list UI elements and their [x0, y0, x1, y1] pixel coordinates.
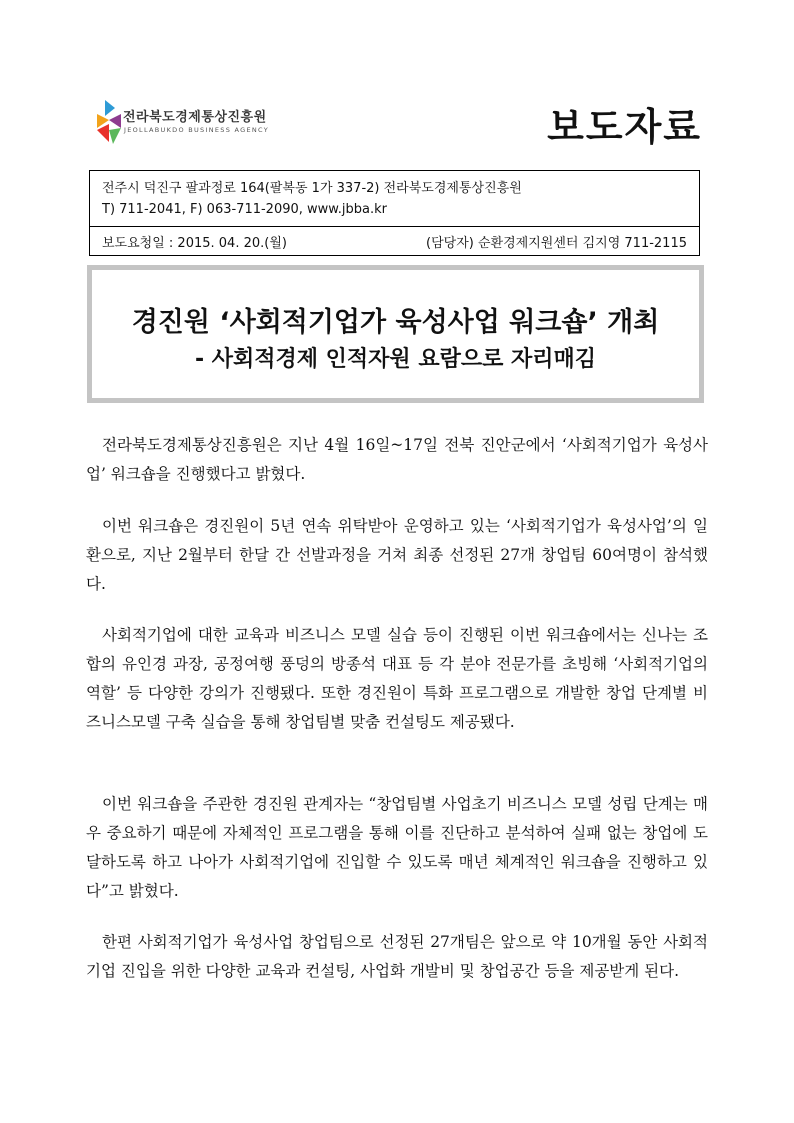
document-type-title: 보도자료	[547, 105, 702, 149]
org-name-korean: 전라북도경제통상진흥원	[123, 110, 267, 125]
org-name-english: JEOLLABUKDO BUSINESS AGENCY	[124, 126, 270, 134]
body-paragraph-2: 이번 워크숍은 경진원이 5년 연속 위탁받아 운영하고 있는 ‘사회적기업가 육성사업’의 일환으로, 지난 2월부터 한달 간 선발과정을 거쳐 최종 선정된 27개 창업팀 60여명이 참석했다.	[86, 517, 708, 593]
body-paragraph-5: 한편 사회적기업가 육성사업 창업팀으로 선정된 27개팀은 앞으로 약 10개월 동안 사회적기업 진입을 위한 다양한 교육과 컨설팅, 사업화 개발비 및 창업공간 등을 제공받게 된다.	[86, 933, 708, 980]
org-logo	[95, 98, 295, 150]
contact-person: (담당자) 순환경제지원센터 김지영 711-2115	[426, 236, 687, 251]
body-paragraph-1: 전라북도경제통상진흥원은 지난 4월 16일~17일 전북 진안군에서 ‘사회적기업가 육성사업’ 워크숍을 진행했다고 밝혔다.	[86, 436, 708, 483]
headline-box	[87, 265, 704, 403]
address-line: 전주시 덕진구 팔과정로 164(팔복동 1가 337-2) 전라북도경제통상진흥원	[102, 181, 522, 196]
org-logo-mark-icon	[95, 98, 123, 148]
contact-numbers-line: T) 711-2041, F) 063-711-2090, www.jbba.kr	[102, 202, 387, 217]
body-paragraph-4: 이번 워크숍을 주관한 경진원 관계자는 “창업팀별 사업초기 비즈니스 모델 성립 단계는 매우 중요하기 때문에 자체적인 프로그램을 통해 이를 진단하고 분석하여 실패 없는 창업에 도달하도록 하고 나아가 사회적기업에 진입할 수 있도록 매년 체계적인 워크숍을 진행하고 있다”고 밝혔다.	[86, 795, 708, 900]
headline: 경진원 ‘사회적기업가 육성사업 워크숍’ 개최	[131, 307, 660, 338]
info-divider	[90, 226, 699, 227]
body-paragraph-3: 사회적기업에 대한 교육과 비즈니스 모델 실습 등이 진행된 이번 워크숍에서는 신나는 조합의 유인경 과장, 공정여행 풍덩의 방종석 대표 등 각 분야 전문가를 초빙해 ‘사회적기업의 역할’ 등 다양한 강의가 진행됐다. 또한 경진원이 특화 프로그램으로 개발한 창업 단계별 비즈니스모델 구축 실습을 통해 창업팀별 맞춤 컨설팅도 제공됐다.	[86, 626, 708, 731]
request-date: 보도요청일 : 2015. 04. 20.(월)	[102, 236, 287, 251]
subheadline: - 사회적경제 인적자원 요람으로 자리매김	[194, 347, 597, 372]
press-info-box	[89, 170, 700, 256]
